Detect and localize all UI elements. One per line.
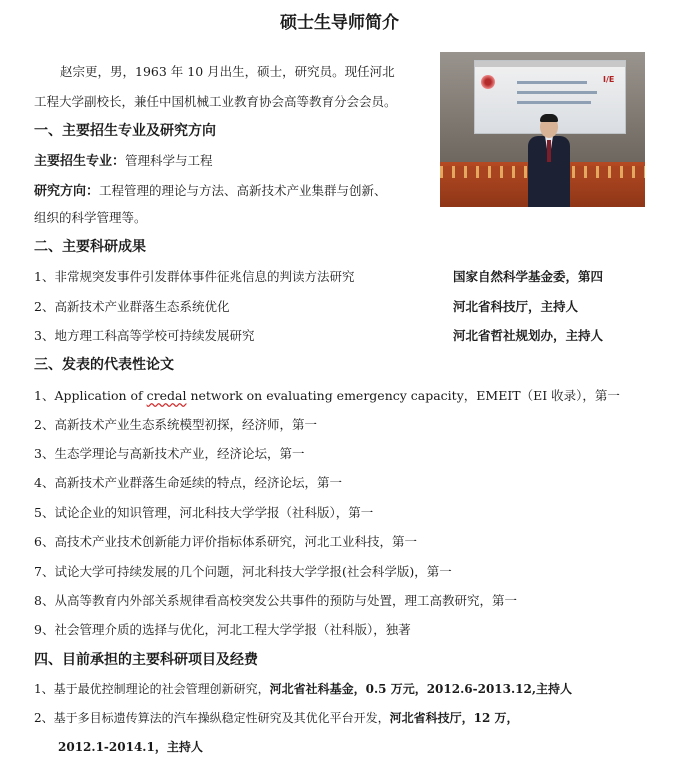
achievement-source: 国家自然科学基金委，第四 [453,269,604,284]
major-value: 管理科学与工程 [125,153,213,168]
project-item [34,680,572,697]
intro-line-2: 工程大学副校长，兼任中国机械工业教育协会高等教育分会会员。 [34,94,397,109]
project-item [34,709,519,726]
paper-item: 3、生态学理论与高新技术产业，经济论坛，第一 [34,446,305,461]
achievement-item: 2、高新技术产业群落生态系统优化 [34,299,230,314]
project-funding: 河北省科技厅，12 万， [389,711,519,725]
section-2-heading: 二、主要科研成果 [34,239,146,255]
section-4-heading: 四、目前承担的主要科研项目及经费 [34,652,258,668]
paper-item: 9、社会管理介质的选择与优化，河北工程大学学报（社科版），独著 [34,622,411,637]
project-funding-continued: 2012.1-2014.1，主持人 [58,740,203,754]
paper-item: 8、从高等教育内外部关系规律看高校突发公共事件的预防与处置，理工高教研究，第一 [34,593,517,608]
paper-item-suffix: network on evaluating emergency capacity，EMEIT（EI 收录），第一 [186,388,620,403]
achievement-item: 1、非常规突发事件引发群体事件征兆信息的判读方法研究 [34,269,355,284]
direction-value-line-2: 组织的科学管理等。 [34,210,147,225]
page-title: 硕士生导师简介 [280,13,399,33]
project-title: 1、基于最优控制理论的社会管理创新研究， [34,682,270,696]
paper-item-prefix: 1、Application of [34,388,147,403]
major-row [34,150,213,169]
spellcheck-word: credal [146,388,187,403]
direction-row [34,180,387,199]
section-1-heading: 一、主要招生专业及研究方向 [34,123,216,139]
paper-item: 6、高技术产业技术创新能力评价指标体系研究，河北工业科技，第一 [34,534,417,549]
achievement-source: 河北省哲社规划办，主持人 [453,328,604,343]
paper-item: 4、高新技术产业群落生命延续的特点，经济论坛，第一 [34,475,342,490]
paper-item [34,386,620,404]
section-3-heading: 三、发表的代表性论文 [34,357,174,373]
paper-item: 2、高新技术产业生态系统模型初探，经济师，第一 [34,417,317,432]
portrait-photo-icon: I/E [440,52,645,207]
paper-item: 7、试论大学可持续发展的几个问题，河北科技大学学报(社会科学版)，第一 [34,564,452,579]
project-funding: 河北省社科基金，0.5 万元，2012.6-2013.12,主持人 [269,682,573,696]
achievement-source: 河北省科技厅，主持人 [453,299,579,314]
major-label: 主要招生专业： [34,154,126,169]
direction-value-line-1: 工程管理的理论与方法、高新技术产业集群与创新、 [99,183,387,198]
paper-item: 5、试论企业的知识管理，河北科技大学学报（社科版），第一 [34,505,374,520]
intro-line-1: 赵宗更，男，1963 年 10 月出生，硕士，研究员。现任河北 [60,64,395,79]
direction-label: 研究方向： [34,184,100,199]
project-title: 2、基于多目标遗传算法的汽车操纵稳定性研究及其优化平台开发， [34,711,390,725]
achievement-item: 3、地方理工科高等学校可持续发展研究 [34,328,255,343]
